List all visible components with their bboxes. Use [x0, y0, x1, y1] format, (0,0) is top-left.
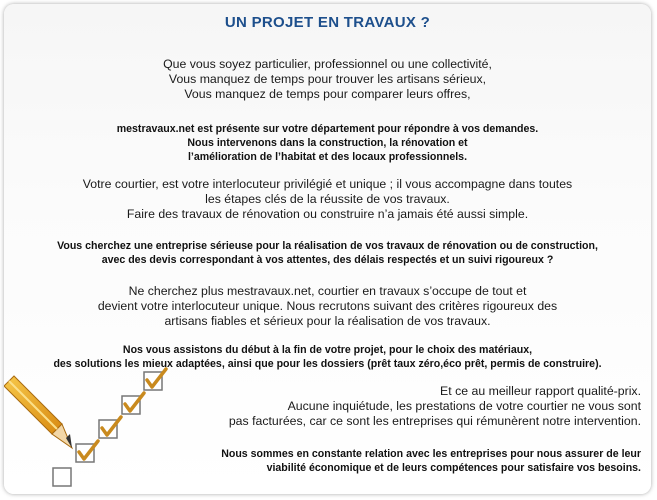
text-line: Ne cherchez plus mestravaux.net, courtier en travaux s’occupe de tout et: [128, 284, 527, 298]
text-line: Votre courtier, est votre interlocuteur privilégié et unique ; il vous accompagne dans toutes: [82, 177, 573, 191]
text-line: Et ce au meilleur rapport qualité-prix.: [440, 384, 641, 398]
text-line: Vous manquez de temps pour comparer leurs offres,: [184, 87, 471, 101]
text-line: Que vous soyez particulier, professionnel ou une collectivité,: [163, 57, 492, 71]
checklist-pencil-icon: [4, 364, 184, 494]
presence-paragraph: [4, 122, 651, 164]
text-line: Vous cherchez une entreprise sérieuse pour la réalisation de vos travaux de rénovation ou de construction,: [57, 240, 598, 252]
text-line: Faire des travaux de rénovation ou construire n’a jamais été aussi simple.: [126, 207, 529, 221]
text-line: viabilité économique et de leurs compétences pour satisfaire vos besoins.: [266, 462, 641, 474]
checkbox-group: [53, 372, 162, 486]
text-line: artisans fiables et sérieux pour la réalisation de vos travaux.: [164, 314, 491, 328]
text-line: mestravaux.net est présente sur votre département pour répondre à vos demandes.: [116, 123, 539, 135]
content-card: [4, 4, 651, 494]
text-line: l’amélioration de l’habitat et des locaux professionnels.: [187, 151, 468, 163]
text-line: des solutions les mieux adaptées, ainsi que pour les dossiers (prêt taux zéro,éco prêt, permis de construire).: [53, 358, 602, 370]
text-line: devient votre interlocuteur unique. Nous recrutons suivant des critères rigoureux des: [97, 299, 558, 313]
text-line: Nous sommes en constante relation avec les entreprises pour nous assurer de leur: [221, 448, 641, 460]
text-line: Nos vous assistons du début à la fin de votre projet, pour le choix des matériaux,: [122, 344, 533, 356]
text-line: Aucune inquiétude, les prestations de votre courtier ne vous sont: [287, 399, 641, 413]
recruit-paragraph: [4, 284, 651, 329]
pencil-icon: [4, 376, 72, 448]
text-line: les étapes clés de la réussite de vos travaux.: [205, 192, 450, 206]
price-paragraph: [229, 384, 641, 429]
checkbox: [53, 468, 71, 486]
page-title: UN PROJET EN TRAVAUX ?: [224, 14, 431, 31]
courtier-paragraph: [4, 177, 651, 222]
text-line: pas facturées, car ce sont les entreprises qui rémunèrent notre intervention.: [228, 414, 641, 428]
intro-paragraph: [4, 57, 651, 102]
question-paragraph: [4, 239, 651, 267]
relation-paragraph: [221, 447, 641, 475]
text-line: Nous intervenons dans la construction, la rénovation et: [187, 137, 468, 149]
text-line: Vous manquez de temps pour trouver les artisans sérieux,: [168, 72, 487, 86]
text-line: avec des devis correspondant à vos attentes, des délais respectés et un suivi rigoureux ?: [101, 254, 554, 266]
